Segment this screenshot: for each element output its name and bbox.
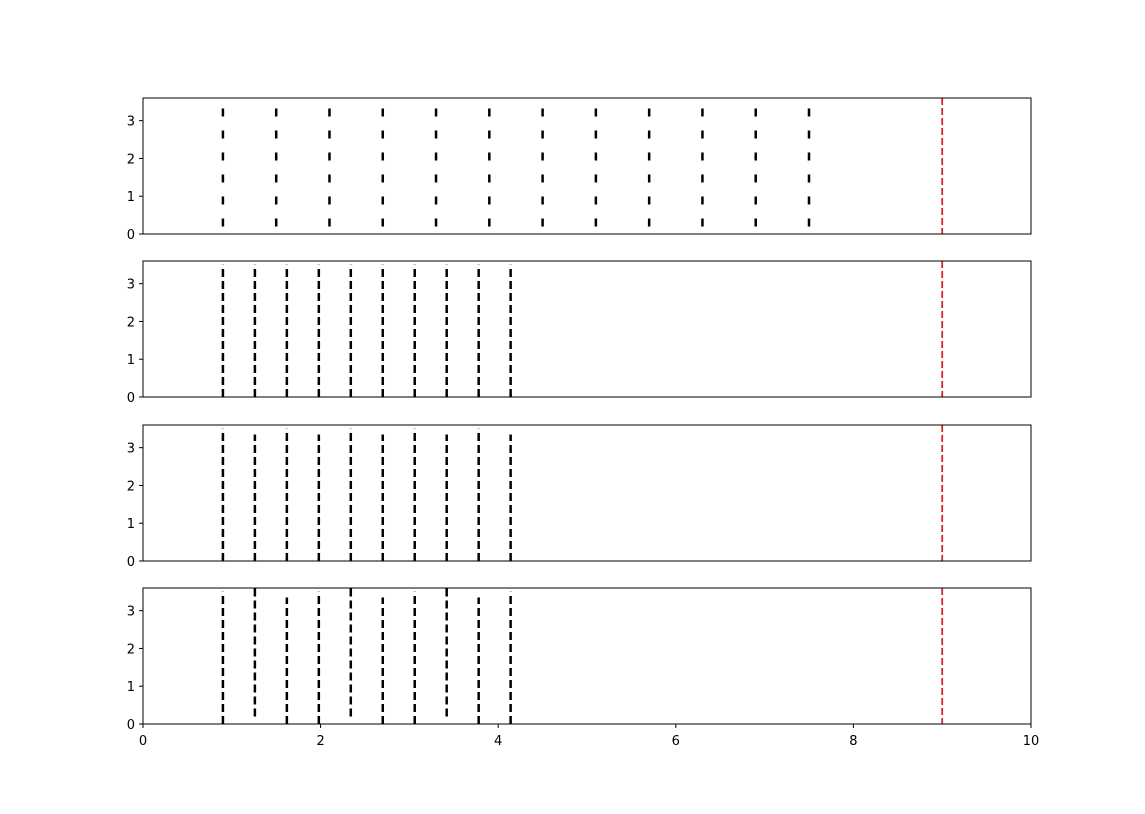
panel-2 xyxy=(127,261,1031,406)
xtick-label-8: 8 xyxy=(849,734,858,749)
ytick-label-1-3: 3 xyxy=(126,114,135,130)
ytick-label-4-3: 3 xyxy=(126,604,135,620)
ytick-label-3-2: 2 xyxy=(126,479,135,495)
ytick-label-1-1: 1 xyxy=(126,190,135,206)
ytick-label-3-3: 3 xyxy=(126,441,135,457)
axes-frame-4 xyxy=(143,588,1031,724)
ytick-label-4-2: 2 xyxy=(126,642,135,658)
ytick-label-4-0: 0 xyxy=(126,718,135,733)
panel-4 xyxy=(127,588,1040,749)
ytick-label-2-2: 2 xyxy=(126,315,135,331)
ytick-label-3-1: 1 xyxy=(126,517,135,533)
ytick-label-1-2: 2 xyxy=(126,152,135,168)
xtick-label-10: 10 xyxy=(1022,734,1040,749)
ytick-label-4-1: 1 xyxy=(126,680,135,696)
ytick-label-3-0: 0 xyxy=(126,555,135,570)
xtick-label-6: 6 xyxy=(671,734,680,749)
ytick-label-1-0: 0 xyxy=(126,228,135,243)
panel-1 xyxy=(127,98,1031,243)
axes-frame-1 xyxy=(143,98,1031,234)
ytick-label-2-1: 1 xyxy=(126,353,135,369)
axes-frame-2 xyxy=(143,261,1031,397)
xtick-label-2: 2 xyxy=(316,734,325,749)
panel-3 xyxy=(127,425,1031,570)
ytick-label-2-0: 0 xyxy=(126,391,135,406)
ytick-label-2-3: 3 xyxy=(126,277,135,293)
xtick-label-4: 4 xyxy=(494,734,503,749)
axes-frame-3 xyxy=(143,425,1031,561)
xtick-label-0: 0 xyxy=(138,734,148,749)
